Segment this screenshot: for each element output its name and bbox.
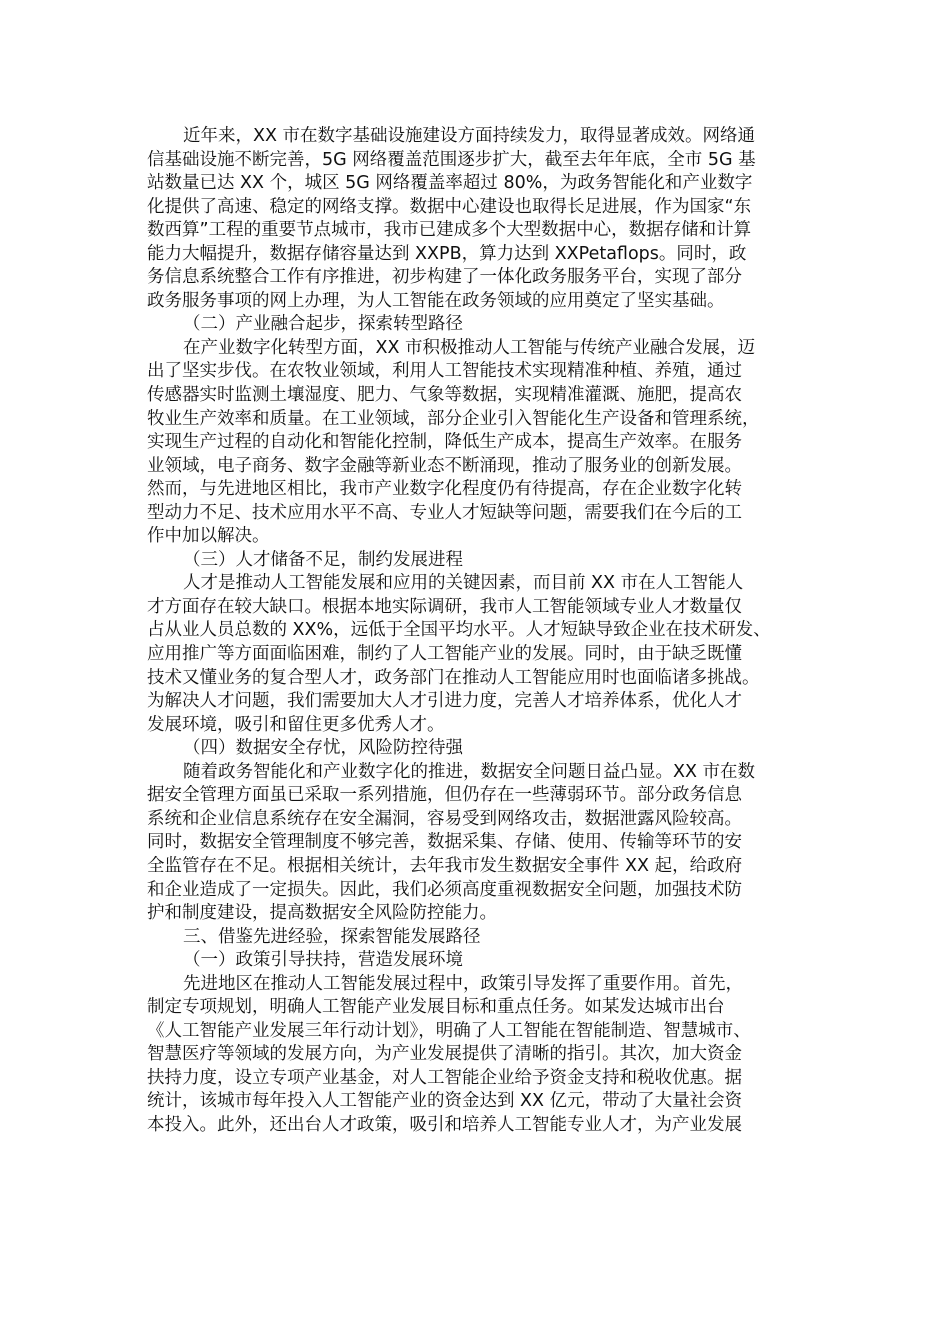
text-line: 《人工智能产业发展三年行动计划》，明确了人工智能在智能制造、智慧城市、 xyxy=(147,1020,751,1041)
text-line: 信基础设施不断完善，5G 网络覆盖范围逐步扩大，截至去年年底，全市 5G 基 xyxy=(147,149,756,170)
text-line: 应用推广等方面面临困难，制约了人工智能产业的发展。同时，由于缺乏既懂 xyxy=(147,644,742,665)
text-line: 扶持力度，设立专项产业基金，对人工智能企业给予资金支持和税收优惠。据 xyxy=(147,1067,742,1088)
text-line: 型动力不足、技术应用水平不高、专业人才短缺等问题，需要我们在今后的工 xyxy=(147,502,742,523)
paragraph xyxy=(147,337,827,549)
text-line: 才方面存在较大缺口。根据本地实际调研，我市人工智能领域专业人才数量仅 xyxy=(147,596,742,617)
text-line: （二）产业融合起步，探索转型路径 xyxy=(183,314,463,335)
text-line: 全监管存在不足。根据相关统计，去年我市发生数据安全事件 XX 起，给政府 xyxy=(147,855,743,876)
section-heading xyxy=(147,549,827,573)
text-line: 政务服务事项的网上办理，为人工智能在政务领域的应用奠定了坚实基础。 xyxy=(147,290,725,311)
text-line: （四）数据安全存忧，风险防控待强 xyxy=(183,738,463,759)
text-line: 然而，与先进地区相比，我市产业数字化程度仍有待提高，存在企业数字化转 xyxy=(147,479,742,500)
text-line: 和企业造成了一定损失。因此，我们必须高度重视数据安全问题，加强技术防 xyxy=(147,879,742,900)
text-line: 数西算”工程的重要节点城市，我市已建成多个大型数据中心，数据存储和计算 xyxy=(147,220,752,241)
paragraph xyxy=(147,973,827,1138)
section-heading xyxy=(147,313,827,337)
text-line: （三）人才储备不足，制约发展进程 xyxy=(183,549,463,570)
text-line: （一）政策引导扶持，营造发展环境 xyxy=(183,950,463,971)
text-line: 同时，数据安全管理制度不够完善，数据采集、存储、使用、传输等环节的安 xyxy=(147,832,742,853)
text-line: 能力大幅提升，数据存储容量达到 XXPB，算力达到 XXPetaflops。同时，政 xyxy=(147,243,747,264)
text-line: 统计，该城市每年投入人工智能产业的资金达到 XX 亿元，带动了大量社会资 xyxy=(147,1091,743,1112)
paragraph xyxy=(147,572,827,737)
text-line: 人才是推动人工智能发展和应用的关键因素，而目前 XX 市在人工智能人 xyxy=(183,573,744,594)
paragraph xyxy=(147,761,827,926)
text-line: 本投入。此外，还出台人才政策，吸引和培养人工智能专业人才，为产业发展 xyxy=(147,1114,742,1135)
text-line: 作中加以解决。 xyxy=(147,526,270,547)
section-heading xyxy=(147,926,827,950)
section-heading xyxy=(147,737,827,761)
paragraph xyxy=(147,125,827,313)
text-line: 制定专项规划，明确人工智能产业发展目标和重点任务。如某发达城市出台 xyxy=(147,997,725,1018)
text-line: 据安全管理方面虽已采取一系列措施，但仍存在一些薄弱环节。部分政务信息 xyxy=(147,785,742,806)
text-line: 站数量已达 XX 个，城区 5G 网络覆盖率超过 80%，为政务智能化和产业数字 xyxy=(147,173,753,194)
text-line: 三、借鉴先进经验，探索智能发展路径 xyxy=(183,926,481,947)
text-line: 业领域，电子商务、数字金融等新业态不断涌现，推动了服务业的创新发展。 xyxy=(147,455,742,476)
text-line: 传感器实时监测土壤湿度、肥力、气象等数据，实现精准灌溉、施肥，提高农 xyxy=(147,385,742,406)
text-line: 系统和企业信息系统存在安全漏洞，容易受到网络攻击，数据泄露风险较高。 xyxy=(147,808,742,829)
text-line: 牧业生产效率和质量。在工业领域，部分企业引入智能化生产设备和管理系统， xyxy=(147,408,760,429)
text-line: 为解决人才问题，我们需要加大人才引进力度，完善人才培养体系，优化人才 xyxy=(147,691,742,712)
text-line: 出了坚实步伐。在农牧业领域，利用人工智能技术实现精准种植、养殖，通过 xyxy=(147,361,742,382)
text-line: 智慧医疗等领域的发展方向，为产业发展提供了清晰的指引。其次，加大资金 xyxy=(147,1044,742,1065)
text-line: 占从业人员总数的 XX%，远低于全国平均水平。人才短缺导致企业在技术研发、 xyxy=(147,620,771,641)
text-line: 技术又懂业务的复合型人才，政务部门在推动人工智能应用时也面临诸多挑战。 xyxy=(147,667,760,688)
text-line: 护和制度建设，提高数据安全风险防控能力。 xyxy=(147,903,497,924)
document-body xyxy=(147,125,827,1138)
text-line: 化提供了高速、稳定的网络支撑。数据中心建设也取得长足进展，作为国家“东 xyxy=(147,196,752,217)
section-heading xyxy=(147,949,827,973)
text-line: 发展环境，吸引和留住更多优秀人才。 xyxy=(147,714,445,735)
text-line: 近年来，XX 市在数字基础设施建设方面持续发力，取得显著成效。网络通 xyxy=(183,126,756,146)
text-line: 在产业数字化转型方面，XX 市积极推动人工智能与传统产业融合发展，迈 xyxy=(183,337,756,358)
text-line: 务信息系统整合工作有序推进，初步构建了一体化政务服务平台，实现了部分 xyxy=(147,267,742,288)
text-line: 随着政务智能化和产业数字化的推进，数据安全问题日益凸显。XX 市在数 xyxy=(183,761,756,782)
text-line: 先进地区在推动人工智能发展过程中，政策引导发挥了重要作用。首先， xyxy=(183,973,743,994)
text-line: 实现生产过程的自动化和智能化控制，降低生产成本，提高生产效率。在服务 xyxy=(147,432,742,453)
